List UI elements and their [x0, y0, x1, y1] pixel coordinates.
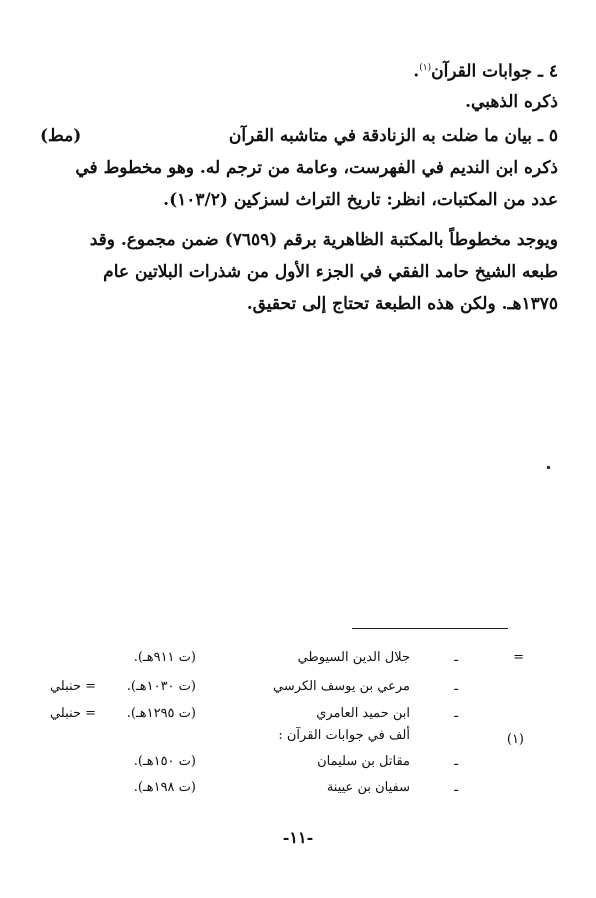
footnote-tag: = حنبلي [49, 706, 96, 721]
item-5-paragraph-line: ويوجد مخطوطاً بالمكتبة الظاهرية برقم (٧٦٥٩) ضمن مجموع. وقد [89, 230, 558, 250]
footnote-dash: ـ [454, 679, 458, 694]
item-4-title-end: . [413, 61, 420, 82]
item-5-tag [40, 120, 558, 152]
item-4-heading [40, 52, 558, 88]
item-5-number: ٥ ـ [537, 126, 558, 146]
footnote-dash: ـ [454, 754, 458, 769]
item-4-line: ذكره الذهبي. [465, 92, 558, 112]
footnote-dash: ـ [454, 706, 458, 721]
footnote-divider [352, 628, 508, 629]
footnote-date: (ت ١٠٣٠هـ). [126, 679, 196, 694]
footnote-date: (ت ٩١١هـ). [133, 650, 196, 665]
footnote-ref: (١) [419, 63, 432, 73]
footnote-name: سفيان بن عيينة [326, 780, 410, 795]
page-number: -١١- [282, 828, 314, 847]
footnote-dash: ـ [454, 780, 458, 795]
footnote-date: (ت ١٢٩٥هـ). [126, 706, 196, 721]
item-5-tag-text: (مط) [40, 126, 82, 146]
stray-mark [547, 466, 550, 469]
footnote-tag: = حنبلي [49, 679, 96, 694]
footnote-date: (ت ١٥٠هـ). [133, 754, 196, 769]
footnote-heading: ألف في جوابات القرآن : [278, 728, 410, 743]
item-5-line: ذكره ابن النديم في الفهرست، وعامة من ترجم له. وهو مخطوط في [75, 158, 558, 178]
footnote-name: جلال الدين السيوطي [297, 650, 410, 665]
footnote-name: مقاتل بن سليمان [317, 754, 410, 769]
item-5-title: بيان ما ضلت به الزنادقة في متاشبه القرآن [228, 126, 533, 146]
item-4-title: جوابات القرآن [431, 61, 533, 82]
item-5-paragraph-line: ١٣٧٥هـ. ولكن هذه الطبعة تحتاج إلى تحقيق. [246, 294, 558, 314]
footnote-ref-number: (١) [506, 732, 524, 747]
footnote-name: ابن حميد العامري [316, 706, 410, 721]
item-5-line: عدد من المكتبات، انظر: تاريخ التراث لسزكين (١٠٣/٢). [163, 190, 558, 210]
footnote-date: (ت ١٩٨هـ). [133, 780, 196, 795]
footnote-name: مرعي بن يوسف الكرسي [273, 679, 410, 694]
item-4-number: ٤ ـ [537, 61, 558, 82]
footnote-continuation-mark: = [513, 650, 524, 665]
footnote-dash: ـ [454, 650, 458, 665]
item-5-paragraph-line: طبعه الشيخ حامد الفقي في الجزء الأول من شذرات البلاتين عام [103, 262, 558, 282]
